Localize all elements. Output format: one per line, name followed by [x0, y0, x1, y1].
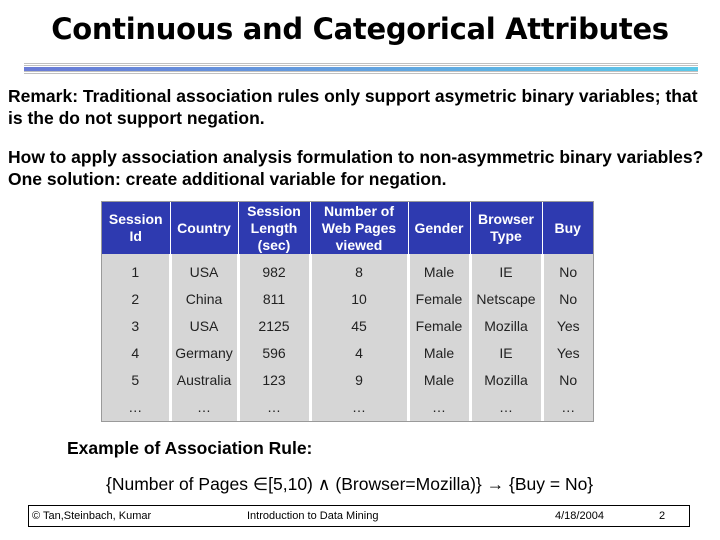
- table-cell: …: [561, 399, 576, 416]
- table-cell: 1: [102, 254, 170, 285]
- table-cell: Yes: [556, 317, 580, 334]
- table-cell: 10: [310, 285, 408, 312]
- slide-footer: [28, 505, 690, 527]
- header-session-id: Session Id: [102, 202, 170, 254]
- table-row: [102, 285, 593, 312]
- question-paragraph: How to apply association analysis formulation to non-asymmetric binary variables? One solution: create additional variable for negation.: [8, 147, 704, 189]
- table-cell: Mozilla: [470, 367, 542, 394]
- footer-page-number: 2: [659, 510, 666, 522]
- table-cell: …: [408, 394, 470, 421]
- table-cell: Female: [408, 312, 470, 339]
- table-cell: No: [559, 290, 578, 307]
- table-cell: 45: [310, 312, 408, 339]
- table-cell: …: [310, 394, 408, 421]
- header-pages-viewed: Number of Web Pages viewed: [310, 202, 408, 254]
- remark-paragraph: Remark: Traditional association rules only support asymetric binary variables; that is the do not support negation.: [8, 86, 698, 128]
- table-cell: 9: [310, 367, 408, 394]
- table-cell: …: [470, 394, 542, 421]
- table-cell: Mozilla: [470, 312, 542, 339]
- footer-date: 4/18/2004: [555, 510, 604, 522]
- table-cell: …: [170, 394, 238, 421]
- table-cell: China: [170, 285, 238, 312]
- example-rule: {Number of Pages ∈[5,10) ∧ (Browser=Mozilla)} → {Buy = No}: [106, 474, 594, 494]
- table-cell: 4: [102, 339, 170, 366]
- header-browser-type: Browser Type: [470, 202, 542, 254]
- table-cell: 982: [238, 254, 310, 285]
- table-row: [102, 312, 593, 339]
- table-cell: No: [559, 263, 578, 280]
- table-cell: IE: [470, 339, 542, 366]
- footer-course: Introduction to Data Mining: [247, 510, 379, 522]
- table-cell: 4: [310, 339, 408, 366]
- table-cell: 5: [102, 367, 170, 394]
- example-label: Example of Association Rule:: [67, 438, 313, 458]
- table-cell: 8: [310, 254, 408, 285]
- table-cell: 2: [102, 285, 170, 312]
- table-cell: 596: [238, 339, 310, 366]
- table-row: [102, 367, 593, 394]
- table-cell: Germany: [170, 339, 238, 366]
- table-row: [102, 339, 593, 366]
- header-buy: Buy: [542, 202, 593, 254]
- slide-title: Continuous and Categorical Attributes: [51, 12, 669, 46]
- table-cell: Female: [408, 285, 470, 312]
- title-divider: [24, 63, 698, 75]
- table-cell: …: [102, 394, 170, 421]
- table-cell: Netscape: [470, 285, 542, 312]
- table-cell: Yes: [556, 345, 580, 362]
- table-cell: …: [238, 394, 310, 421]
- table-cell: Male: [408, 367, 470, 394]
- table-cell: 123: [238, 367, 310, 394]
- header-gender: Gender: [408, 202, 470, 254]
- table-cell: 2125: [238, 312, 310, 339]
- table-header-row: [102, 202, 593, 254]
- header-session-length: Session Length (sec): [238, 202, 310, 254]
- table-row: [102, 254, 593, 285]
- footer-copyright: © Tan,Steinbach, Kumar: [32, 510, 152, 522]
- session-table: [101, 201, 594, 422]
- table-cell: 3: [102, 312, 170, 339]
- table-cell: Male: [408, 339, 470, 366]
- table-cell: USA: [170, 254, 238, 285]
- table-cell: Male: [408, 254, 470, 285]
- header-country: Country: [170, 202, 238, 254]
- table-cell: Australia: [170, 367, 238, 394]
- table-cell: IE: [470, 254, 542, 285]
- table-cell: 811: [238, 285, 310, 312]
- table-cell: No: [559, 372, 578, 389]
- table-row: [102, 394, 593, 421]
- table-cell: USA: [170, 312, 238, 339]
